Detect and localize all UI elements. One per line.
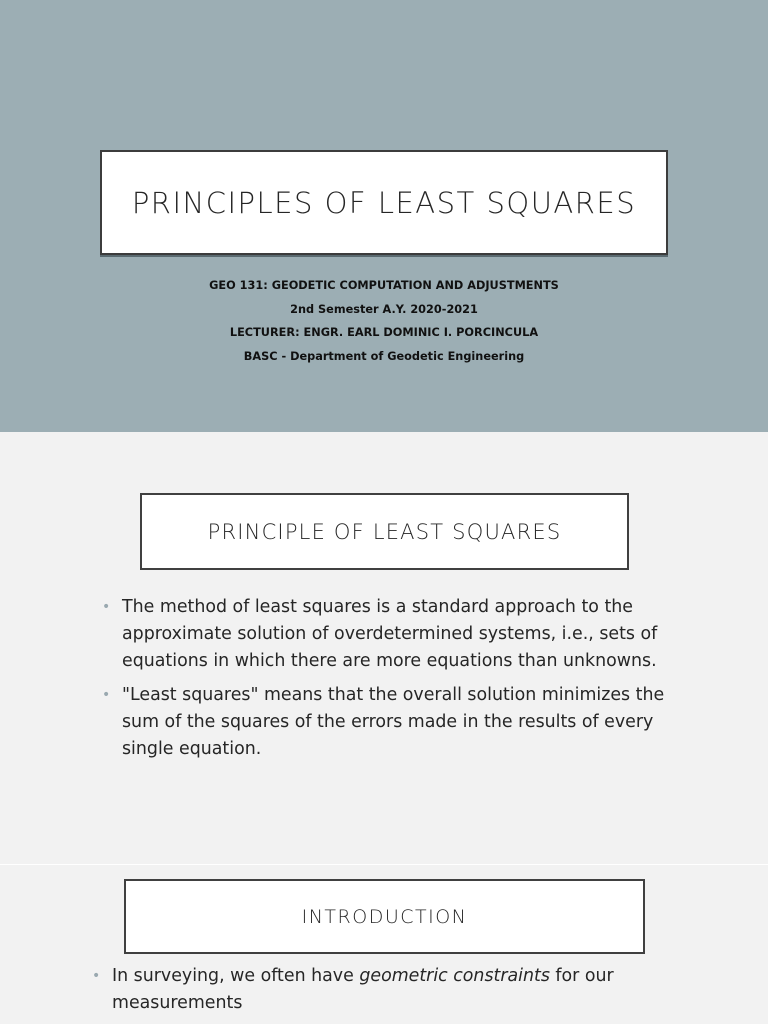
bullet-text-before: In surveying, we often have [112, 966, 360, 986]
content-slide-introduction [0, 865, 768, 1024]
semester: 2nd Semester A.Y. 2020-2021 [290, 302, 478, 316]
list-item [102, 594, 702, 675]
list-item [92, 963, 692, 1017]
list-item [102, 682, 702, 763]
slide-title-principles-of-least-squares: PRINCIPLES OF LEAST SQUARES [100, 150, 668, 255]
bullet-dot-icon: • [92, 968, 101, 984]
bullet-text: The method of least squares is a standard approach to the approximate solution of overdetermined systems, i.e., sets of equations in which there are more equations than unknowns. [122, 597, 658, 671]
lecturer: LECTURER: ENGR. EARL DOMINIC I. PORCINCULA [229, 326, 539, 340]
bullet-list [102, 594, 702, 770]
slide-title-principle-of-least-squares: PRINCIPLE OF LEAST SQUARES [140, 493, 629, 570]
bullet-list [92, 963, 692, 1017]
bullet-text: "Least squares" means that the overall solution minimizes the sum of the squares of the errors made in the results of every single equation. [122, 685, 665, 759]
course-info [0, 274, 768, 368]
slide-title-introduction: INTRODUCTION [124, 879, 645, 954]
title-slide [0, 0, 768, 432]
bullet-text-after: for our measurements [112, 966, 614, 1013]
bullet-text-emphasis: geometric constraints [359, 966, 550, 986]
bullet-dot-icon: • [102, 687, 111, 703]
course-name: GEO 131: GEODETIC COMPUTATION AND ADJUSTMENTS [209, 279, 559, 292]
content-slide-principle [0, 432, 768, 864]
bullet-dot-icon: • [102, 599, 111, 615]
department: BASC - Department of Geodetic Engineering [243, 349, 525, 363]
